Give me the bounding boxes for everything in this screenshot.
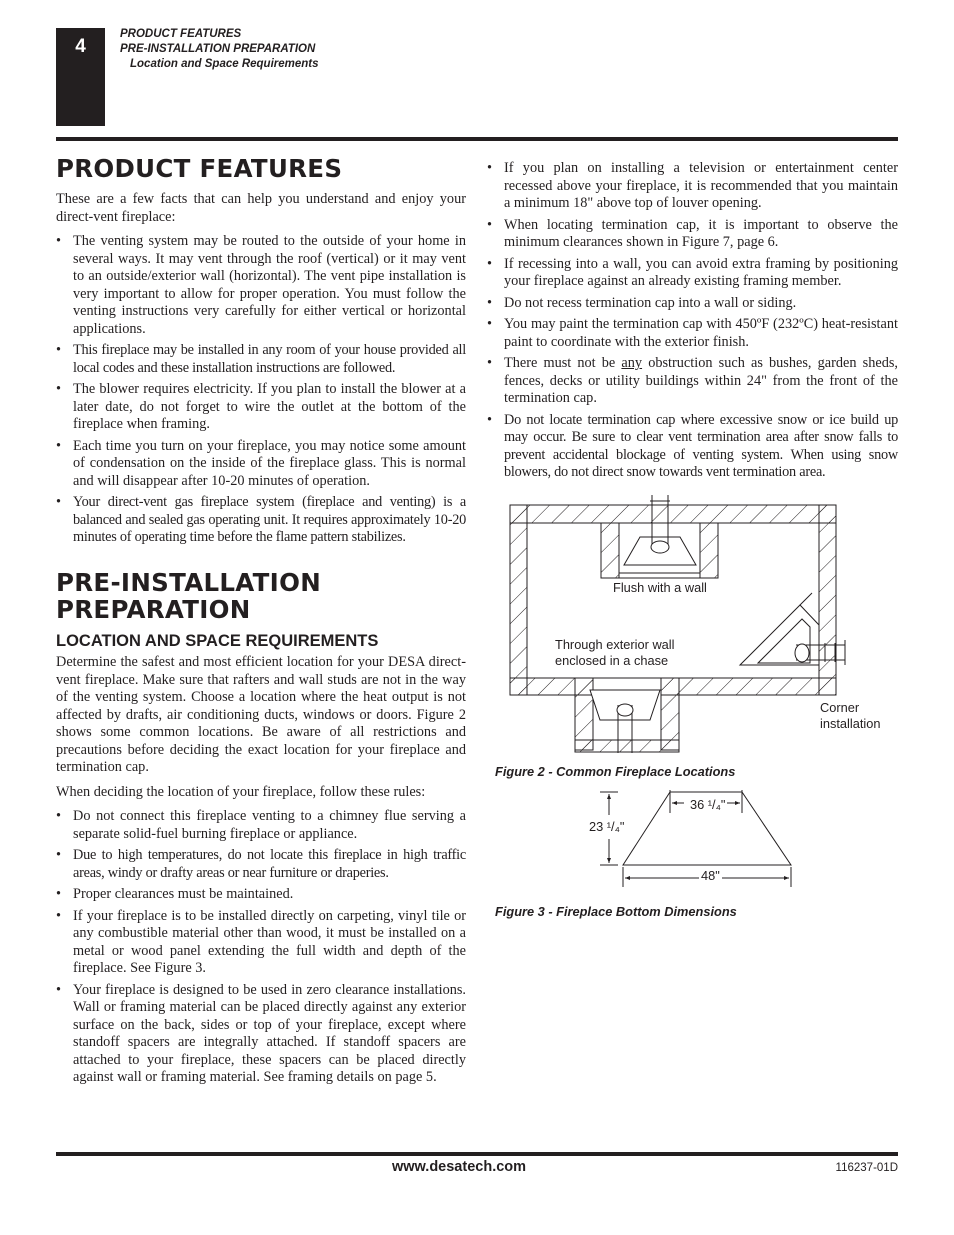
left-column [56, 155, 466, 1093]
header-divider [56, 137, 898, 141]
product-features-list [56, 233, 466, 547]
location-paragraph: Determine the safest and most efficient location for your DESA direct-vent fireplace. Make sure that rafters and wall studs are not in the way of the venting system. Choose a location where the heat output is not affected by drafts, air conditioning ducts, windows or doors. Figure 2 shows some common locations. Be aware of all restrictions and precautions before deciding the exact location for your fireplace and termination cap. [56, 654, 466, 775]
product-features-intro: These are a few facts that can help you understand and enjoy your direct-vent fireplace: [56, 191, 466, 225]
list-item: • Each time you turn on your fireplace, you may notice some amount of condensation on the inside of the fireplace glass. This is normal and will disappear after 10-20 minutes of operation. [56, 437, 466, 489]
page-number-tab [56, 28, 105, 126]
breadcrumb-item: Location and Space Requirements [130, 58, 319, 70]
list-item: • Do not locate termination cap where excessive snow or ice build up may occur. Be sure to clear vent termination area after snow falls to prevent accidental blockage of venting system. When using snow blowers, do not direct snow towards vent termination area. [487, 411, 898, 480]
pre-installation-heading: PRE-INSTALLATION PREPARATION [56, 567, 322, 624]
list-item: • Do not recess termination cap into a wall or siding. [487, 294, 797, 311]
list-item: • Your fireplace is designed to be used in zero clearance installations. Wall or framing material can be placed directly against any exterior surface on the back, sides or top of your fireplace, except where standoff spacers are integrally attached. If standoff spacers are attached to your fireplace, these spacers can be placed directly against wall or framing material. See framing details on page 5. [56, 981, 466, 1085]
list-item: • Do not connect this fireplace venting to a chimney flue serving a separate solid-fuel burning fireplace or appliance. [56, 808, 466, 842]
list-item: • Due to high temperatures, do not locate this fireplace in high traffic areas, windy or drafty areas or near furniture or draperies. [56, 847, 466, 881]
right-column [487, 160, 898, 488]
figure2-caption: Figure 2 - Common Fireplace Locations [495, 764, 736, 779]
list-item: • If recessing into a wall, you can avoid extra framing by positioning your fireplace against an already existing framing member. [487, 255, 898, 289]
page-number: 4 [75, 36, 86, 57]
list-item: • The blower requires electricity. If you plan to install the blower at a later date, do not forget to wire the outlet at the bottom of the fireplace when framing. [56, 381, 466, 432]
flush-wall-label: Flush with a wall [613, 580, 707, 595]
list-item: • This fireplace may be installed in any room of your house provided all local codes and these installation instructions are followed. [56, 342, 466, 376]
list-item: • Your direct-vent gas fireplace system (fireplace and venting) is a balanced and sealed gas operating unit. It requires approximately 10-20 minutes of operating time before the flame pattern stabilizes. [56, 494, 466, 545]
list-item: • Proper clearances must be maintained. [56, 886, 294, 902]
breadcrumb-item: PRE-INSTALLATION PREPARATION [120, 43, 316, 55]
list-item: • The venting system may be routed to the outside of your home in several ways. It may vent through the roof (vertical) or it may vent to an outside/exterior wall (horizontal). The vent pipe installation is very important to allow for proper operation. You must follow the venting instructions very carefully for either vertical or horizontal applications. [56, 233, 466, 337]
chase-fireplace [575, 678, 679, 753]
location-space-subheading: LOCATION AND SPACE REQUIREMENTS [56, 631, 379, 650]
list-item: • When locating termination cap, it is important to observe the minimum clearances shown in Figure 7, page 6. [487, 216, 898, 250]
location-rules-list-continued [487, 160, 898, 482]
figure3-caption: Figure 3 - Fireplace Bottom Dimensions [495, 904, 737, 919]
list-item: • There must not be any obstruction such as bushes, garden sheds, fences, decks or utility buildings within 24" from the front of the termination cap. [487, 355, 898, 406]
depth-label: 23 ¹/₄" [589, 819, 625, 834]
breadcrumb-item: PRODUCT FEATURES [120, 28, 242, 40]
footer-divider [56, 1152, 898, 1156]
underlined-word: any [621, 355, 643, 371]
chase-label: Through exterior wall enclosed in a chase [555, 637, 675, 668]
product-features-heading: PRODUCT FEATURES [56, 154, 343, 183]
bottom-width-label: 48" [701, 868, 720, 883]
document-code: 116237-01D [835, 1162, 898, 1174]
location-rules-list [56, 808, 466, 1087]
location-rules-intro: When deciding the location of your fireplace, follow these rules: [56, 783, 426, 800]
list-item: • You may paint the termination cap with 450ºF (232ºC) heat-resistant paint to coordinate with the exterior finish. [487, 316, 898, 350]
breadcrumb [120, 27, 319, 72]
top-width-label: 36 ¹/₄" [690, 797, 726, 812]
list-item: • If your fireplace is to be installed directly on carpeting, vinyl tile or any combustible material other than wood, it must be installed on a metal or wood panel extending the full width and depth of the fireplace. See Figure 3. [56, 907, 466, 976]
list-item: • If you plan on installing a television or entertainment center recessed above your fireplace, it is recommended that you maintain a minimum 18" above top of louver opening. [487, 160, 898, 211]
corner-label: Corner installation [820, 700, 881, 731]
footer-url: www.desatech.com [392, 1159, 527, 1175]
